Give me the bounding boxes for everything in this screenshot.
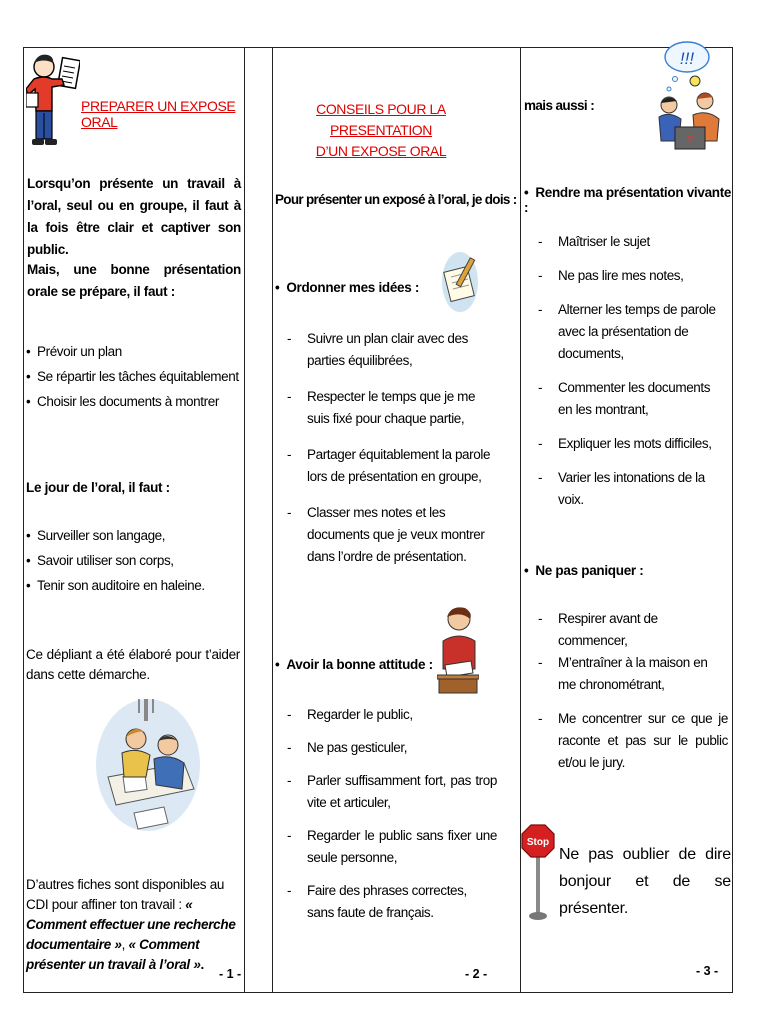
section-good-attitude: • Avoir la bonne attitude : <box>275 657 433 672</box>
reading-student-clipart-icon <box>437 605 479 697</box>
list-item: - Faire des phrases correctes, sans faute de français. <box>281 880 497 924</box>
page-number: - 1 - <box>219 967 242 981</box>
section-title: Ordonner mes idées : <box>286 280 420 295</box>
section-title: Ne pas paniquer : <box>535 563 644 578</box>
sentence-end: . <box>200 957 204 972</box>
list-item: • Tenir son auditoire en haleine. <box>26 573 240 598</box>
list-item: - Commenter les documents en les montrant, <box>532 377 726 421</box>
list-item: - M’entraîner à la maison en me chronométrant, <box>532 652 728 696</box>
list-item: - Ne pas gesticuler, <box>281 737 497 759</box>
stop-sign-text: Stop <box>526 837 550 848</box>
good-attitude-list <box>281 704 497 924</box>
other-sheets-text: D’autres fiches sont disponibles au CDI pour affiner ton travail : <box>26 877 225 912</box>
list-item: - Alterner les temps de parole avec la présentation de documents, <box>532 299 726 365</box>
separator-text: , <box>121 937 129 952</box>
research-sheet-reference: « Comment effectuer une recherche documentaire » <box>26 897 236 952</box>
exclamation-text: !!! <box>679 49 695 68</box>
mais-aussi-label: mais aussi : <box>524 98 595 113</box>
section-lively-presentation: • Rendre ma présentation vivante : <box>524 185 732 215</box>
list-item: • Prévoir un plan <box>26 339 240 364</box>
list-item: - Respirer avant de commencer, <box>532 608 728 652</box>
order-ideas-list <box>281 328 497 568</box>
presenter-clipart-icon <box>26 49 80 163</box>
fold-line <box>244 47 245 993</box>
list-item: - Partager équitablement la parole lors de présentation en groupe, <box>281 444 497 488</box>
intro-paragraph: Lorsqu’on présente un travail à l’oral, seul ou en groupe, il faut à la fois être clair et captiver son public. <box>27 176 241 257</box>
list-item: - Maîtriser le sujet <box>532 231 726 253</box>
list-item: • Se répartir les tâches équitablement <box>26 364 240 389</box>
notepad-clipart-icon <box>441 251 479 313</box>
panel-1 <box>24 47 244 993</box>
section-title: Avoir la bonne attitude : <box>286 657 433 672</box>
section-dont-panic: • Ne pas paniquer : <box>524 563 644 578</box>
other-sheets-paragraph <box>26 875 242 975</box>
panel-2 <box>273 47 520 993</box>
list-item: - Suivre un plan clair avec des parties équilibrées, <box>281 328 497 372</box>
panel-2-title-line: CONSEILS POUR LA PRESENTATION <box>316 101 446 138</box>
panel-2-title <box>281 99 481 162</box>
final-reminder: Ne pas oublier de dire bonjour et de se présenter. <box>559 846 731 917</box>
list-item: - Classer mes notes et les documents que je veux montrer dans l’ordre de présentation. <box>281 502 497 568</box>
list-item: - Regarder le public, <box>281 704 497 726</box>
question-mark: ? <box>686 134 694 146</box>
preparation-list <box>26 339 240 414</box>
section-order-ideas: • Ordonner mes idées : <box>275 280 420 295</box>
list-item: - Me concentrer sur ce que je raconte et pas sur le public et/ou le jury. <box>532 708 728 774</box>
oral-day-list <box>26 523 240 598</box>
list-item: - Regarder le public sans fixer une seule personne, <box>281 825 497 869</box>
list-item: - Expliquer les mots difficiles, <box>532 433 726 455</box>
leaflet-note: Ce dépliant a été élaboré pour t’aider dans cette démarche. <box>26 647 240 682</box>
oral-sheet-reference: « Comment présenter un travail à l’oral » <box>26 937 201 972</box>
section-title: Rendre ma présentation vivante : <box>524 185 732 215</box>
page-number: - 2 - <box>465 967 488 981</box>
dont-panic-list <box>532 608 728 774</box>
lead-sentence: Pour présenter un exposé à l’oral, je dois : <box>275 192 517 207</box>
thinking-people-clipart-icon <box>655 39 723 155</box>
list-item: - Varier les intonations de la voix. <box>532 467 726 511</box>
intro-paragraph-2: Mais, une bonne présentation orale se prépare, il faut : <box>27 262 241 299</box>
oral-day-heading: Le jour de l’oral, il faut : <box>26 480 170 495</box>
lively-presentation-list <box>532 231 726 511</box>
panel-3 <box>521 47 733 993</box>
list-item: - Respecter le temps que je me suis fixé pour chaque partie, <box>281 386 497 430</box>
list-item: - Parler suffisamment fort, pas trop vite et articuler, <box>281 770 497 814</box>
list-item: • Choisir les documents à montrer <box>26 389 240 414</box>
stop-sign-icon <box>521 823 555 923</box>
panel-2-title-line: D’UN EXPOSE ORAL <box>315 143 447 159</box>
students-studying-clipart-icon <box>94 693 202 833</box>
list-item: - Ne pas lire mes notes, <box>532 265 726 287</box>
list-item: • Surveiller son langage, <box>26 523 240 548</box>
page-number: - 3 - <box>696 964 719 978</box>
panel-1-title: PREPARER UN EXPOSE ORAL <box>81 98 236 130</box>
list-item: • Savoir utiliser son corps, <box>26 548 240 573</box>
